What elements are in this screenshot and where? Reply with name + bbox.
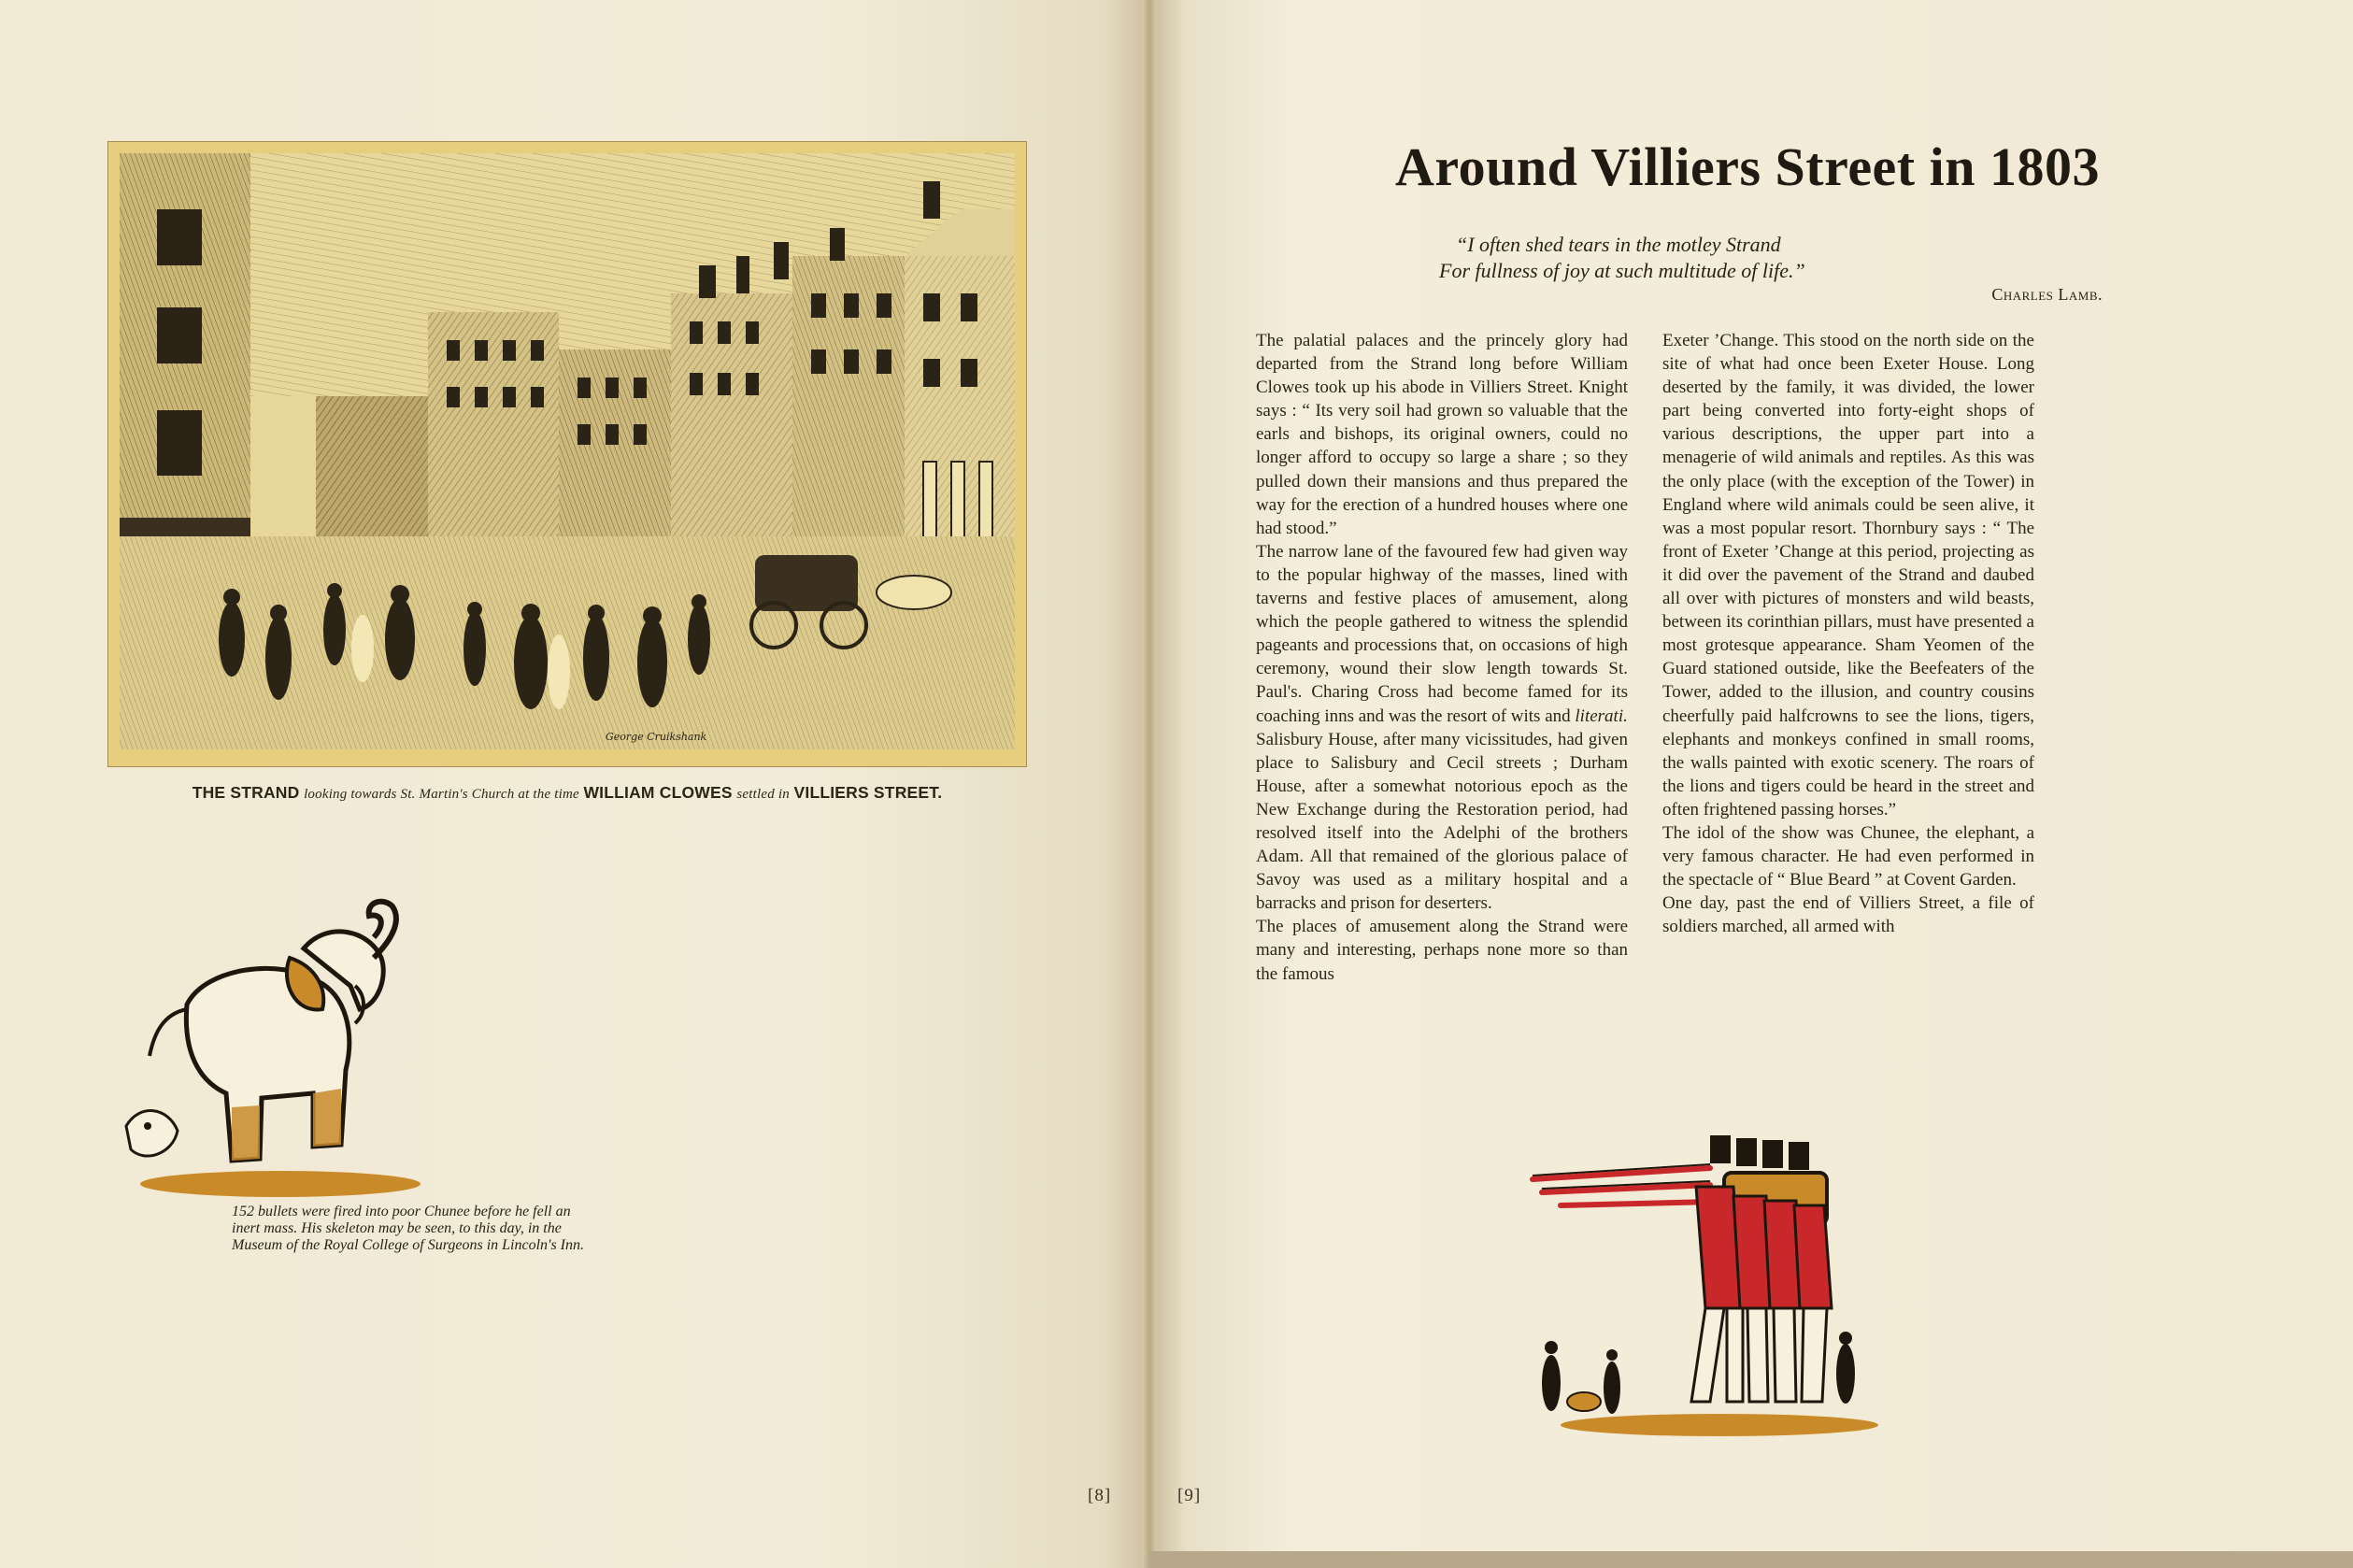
page-edge [1149,1551,2353,1568]
paragraph: The palatial palaces and the princely glory had departed from the Strand long before William Clowes took up his abode in Villiers Street. Knight says : “ Its very soil had grown so valuable that the earls and bishops, its original owners, could no longer afford to occupy so large a share ; so they pulled down their mansions and thus prepared the way for the erection of a hundred houses where one had stood.” [1256,331,1628,538]
right-page [1149,0,2353,1568]
text-column-left [1256,329,1628,986]
epigraph-line-1: “I often shed tears in the motley Strand [1456,233,1781,256]
paragraph: Salisbury House, after many vicissitudes, had given place to Salisbury and Cecil streets ; Durham House, after a somewhat notorious epoch as the New Exchange during the Restoration period, had resolved itself into the Adelphi of the brothers Adam. All that remained of the glorious palace of Savoy was used as a military hospital and a barracks and prison for deserters. [1256,729,1628,914]
caption-villiers: VILLIERS STREET. [793,783,943,802]
epigraph-author: Charles Lamb. [1991,285,2103,304]
caption-settled: settled in [736,787,790,802]
strand-engraving-illustration [120,153,1015,749]
paragraph: One day, past the end of Villiers Street, a file of soldiers marched, all armed with [1662,893,2034,937]
text-column-right [1662,329,2034,938]
page-number-left: [8] [1088,1486,1112,1505]
strand-engraving [108,142,1026,766]
engraving-signature: George Cruikshank [606,731,707,743]
paragraph [1256,540,1628,728]
paragraph-text: The narrow lane of the favoured few had given way to the popular highway of the masses, lined with taverns and festive places of amusement, along which the people gathered to witness the splendid pageants and processions that, on occasions of high ceremony, wound their slow length towards St. Paul's. Charing Cross had become famed for its coaching inns and was the resort of wits and [1256,541,1628,726]
paragraph: The places of amusement along the Strand were many and interesting, perhaps none more so than the famous [1256,917,1628,984]
left-page [0,0,1149,1568]
elephant-caption: 152 bullets were fired into poor Chunee before he fell an inert mass. His skeleton may be seen, to this day, in the Museum of the Royal College of Surgeons in Lincoln's Inn. [232,1204,585,1253]
caption-clowes: WILLIAM CLOWES [583,783,733,802]
soldiers-firing-illustration [1523,1131,1878,1439]
caption-looking: looking towards St. Martin's Church at the time [304,787,579,802]
paragraph: Exeter ’Change. This stood on the north side on the site of what had once been Exeter House. Long deserted by the family, it was divided, the lower part being converted into forty-eight shops of various descriptions, the upper part into a menagerie of wild animals and reptiles. As this was the only place (with the exception of the Tower) in England where wild animals could be seen alive, it was a most popular resort. Thornbury says : “ The front of Exeter ’Change at this period, projecting as it did over the pavement of the Strand and daubed all over with pictures of monsters and wild beasts, between its corinthian pillars, must have presented a most grotesque appearance. Sham Yeomen of the Guard stationed outside, like the Beefeaters of the Tower, added to the illusion, and country cousins cheerfully paid halfcrowns to see the lions, tigers, elephants and monkeys confined in small rooms, the walls painted with exotic scenery. The roars of the lions and tigers could be heard in the street and often frightened passing horses.” [1662,331,2034,820]
engraving-caption [108,783,1026,803]
epigraph-line-2: For fullness of joy at such multitude of life.” [1439,259,1805,282]
page-title: Around Villiers Street in 1803 [1395,136,2100,197]
epigraph [1411,232,2065,284]
paragraph: The idol of the show was Chunee, the elephant, a very famous character. He had even performed in the spectacle of “ Blue Beard ” at Covent Garden. [1662,822,2034,891]
elephant-illustration [121,892,439,1201]
caption-strand: THE STRAND [192,783,300,802]
book-gutter [1142,0,1157,1568]
page-number-right: [9] [1177,1486,1202,1505]
paragraph-italic: literati. [1575,706,1628,726]
